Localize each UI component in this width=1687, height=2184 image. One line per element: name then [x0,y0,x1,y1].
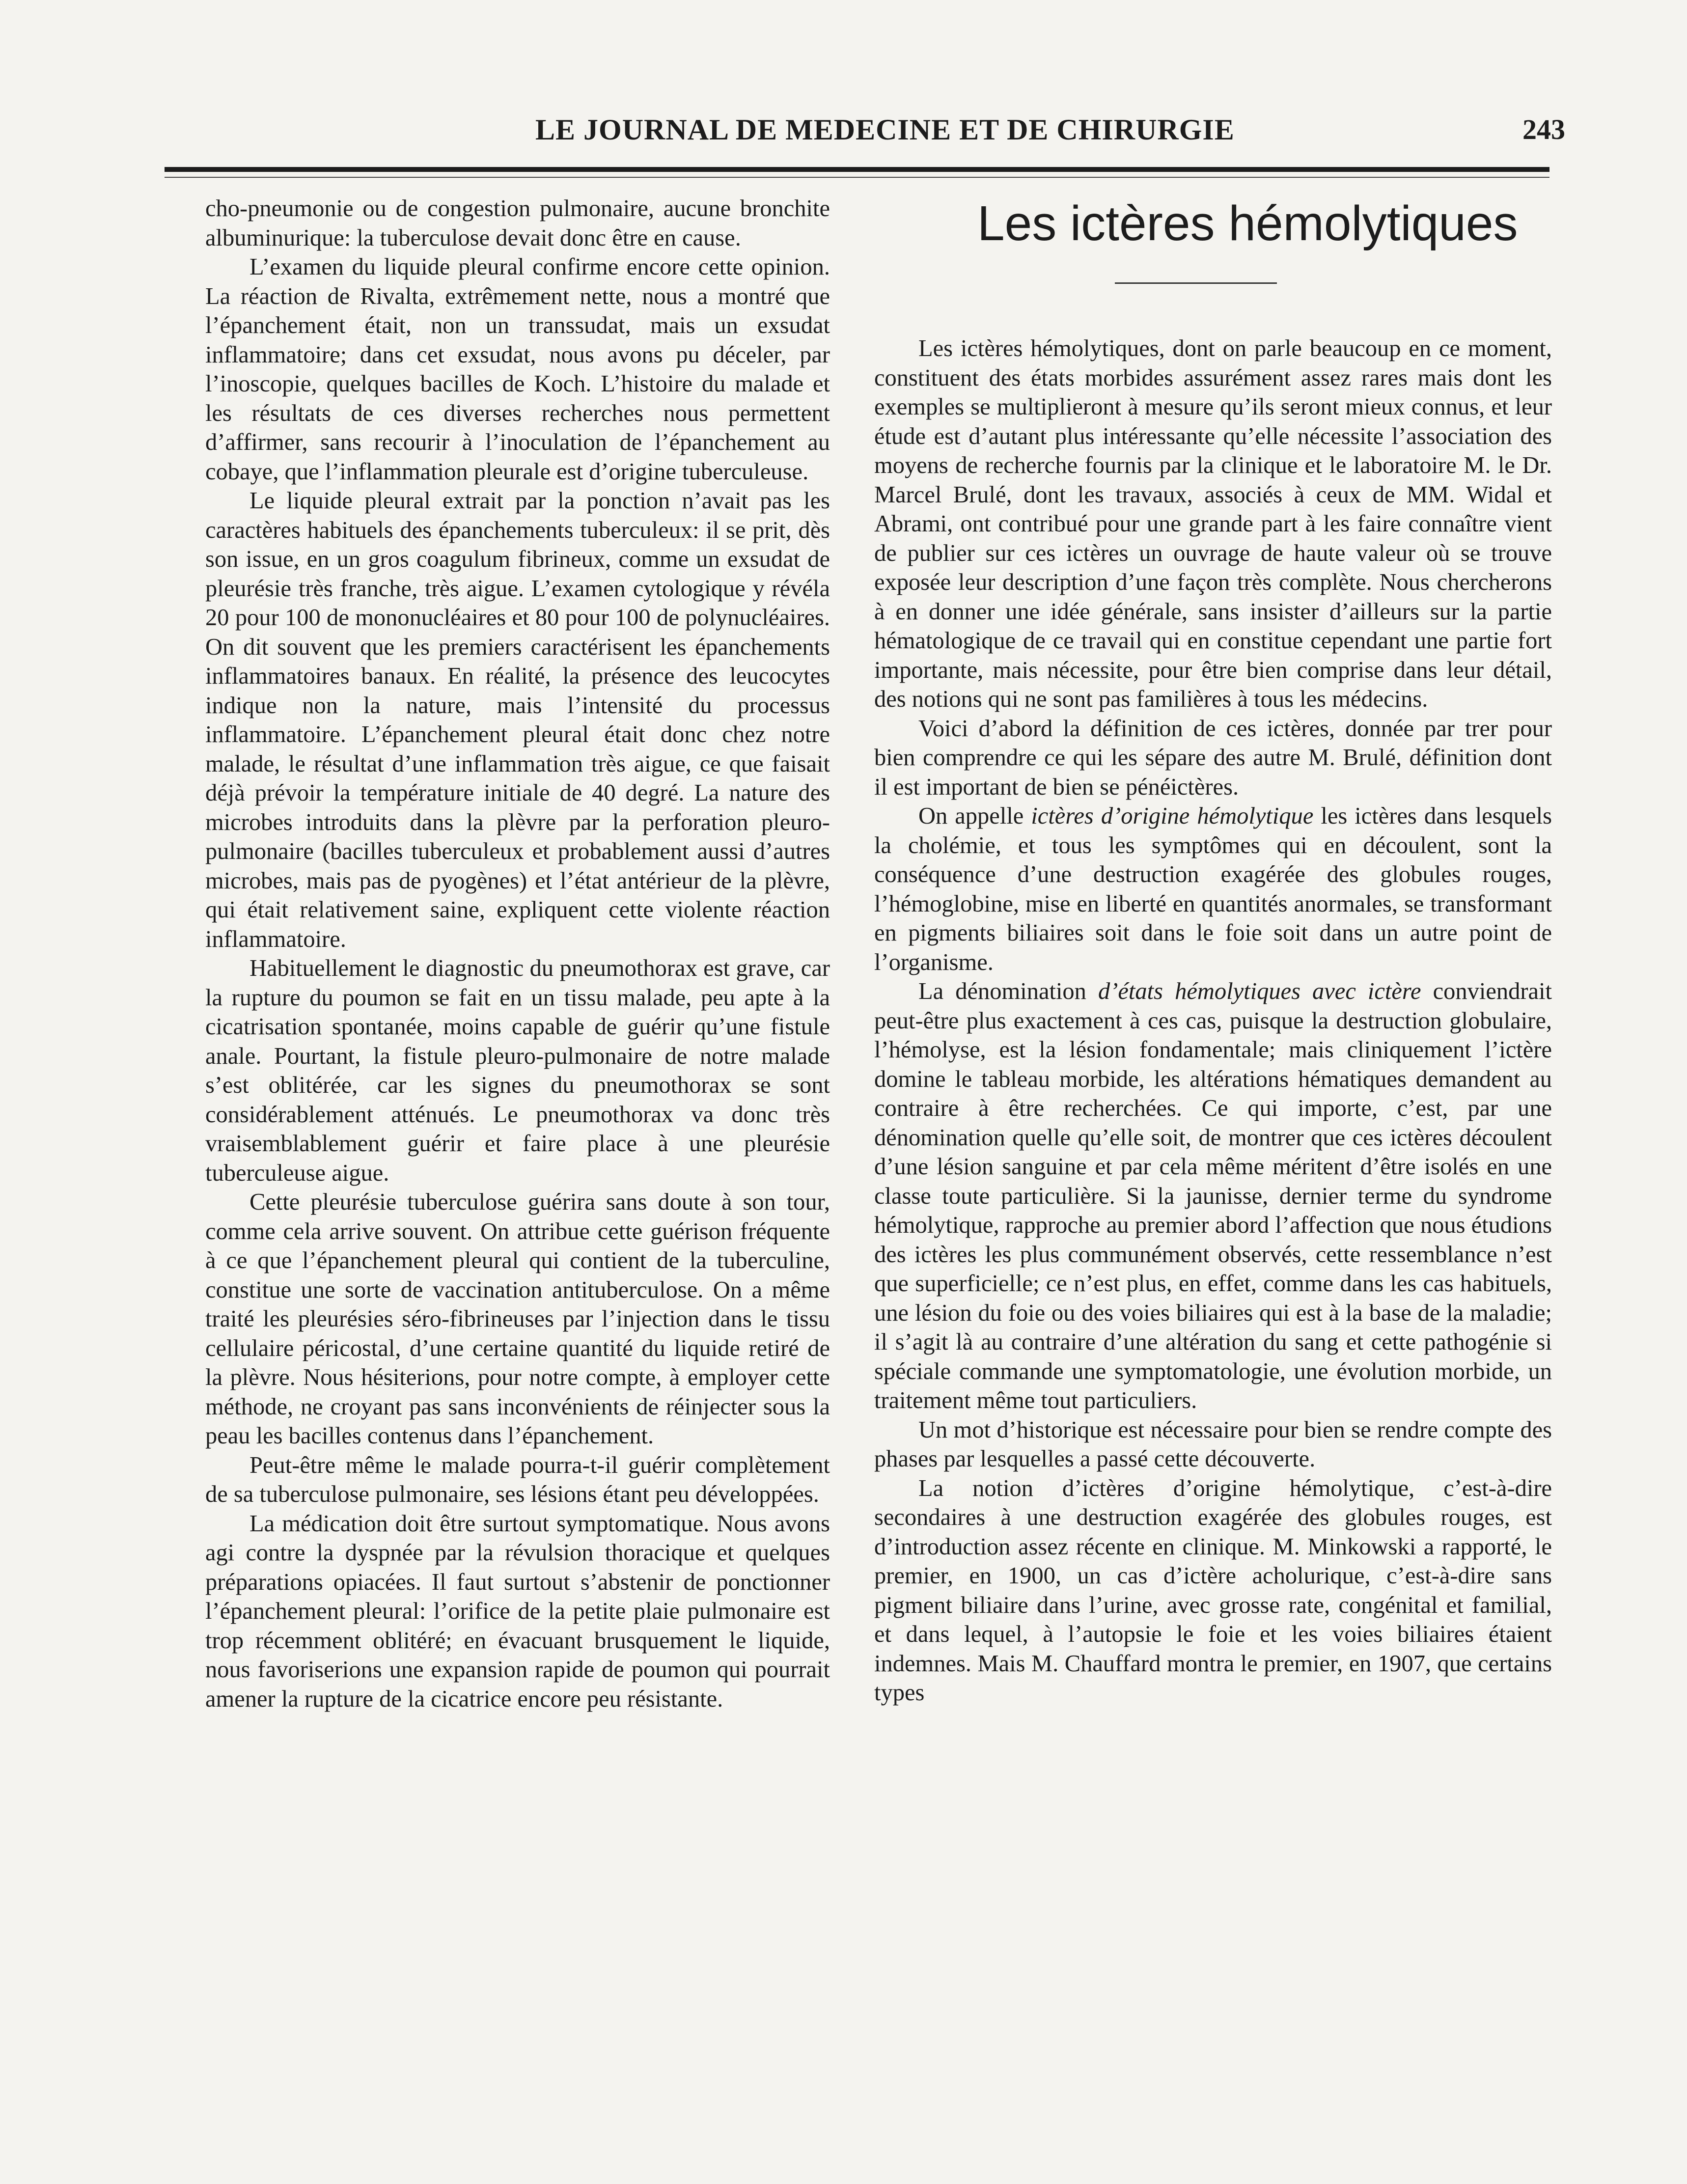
paragraph: La médication doit être surtout symptomatique. Nous avons agi contre la dyspnée par la révulsion thoracique et quelques préparations opiacées. Il faut surtout s’abstenir de ponctionner l’épanchement pleural: l’orifice de la petite plaie pulmonaire est trop récemment oblitéré; en évacuant brusquement le liquide, nous favoriserions une expansion rapide de poumon qui pourrait amener la rupture de la cicatrice encore peu résistante. [205,1510,830,1712]
paragraph: Cette pleurésie tuberculose guérira sans doute à son tour, comme cela arrive souvent. On attribue cette guérison fréquente à ce que l’épanchement pleural qui contient de la tuberculine, constitue une sorte de vaccination antituberculose. On a même traité les pleurésies séro-fibrineuses par l’injection dans le tissu cellulaire péricostal, d’une certaine quantité du liquide retiré de la plèvre. Nous hésiterions, pour notre compte, à employer cette méthode, ne croyant pas sans inconvénients de réinjecter sous la peau les bacilles contenus dans l’épanchement. [205,1189,830,1449]
paragraph: Habituellement le diagnostic du pneumothorax est grave, car la rupture du poumon se fait en un tissu malade, peu apte à la cicatrisation spontanée, moins capable de guérir qu’une fistule anale. Pourtant, la fistule pleuro-pulmonaire de notre malade s’est oblitérée, car les signes du pneumothorax se sont considérablement atténués. Le pneumothorax va donc très vraisemblablement guérir et faire place à une pleurésie tuberculeuse aigue. [205,955,830,1186]
paragraph: cho-pneumonie ou de congestion pulmonaire, aucune bronchite albuminurique: la tuberculose devait donc être en cause. [205,195,830,251]
right-column [874,334,1552,1708]
italic-term: ictères d’origine hémolytique [1031,803,1314,829]
text-run: On appelle [918,803,1031,829]
text-run: La dénomination [918,978,1098,1004]
italic-term: d’états hémolytiques avec ictère [1098,978,1421,1004]
paragraph: Voici d’abord la définition de ces ictères, donnée par trer pour bien comprendre ce qui les sépare des autre M. Brulé, définition dont il est important de bien se pénéictères. [874,715,1552,800]
paragraph: La notion d’ictères d’origine hémolytique, c’est-à-dire secondaires à une destruction exagérée des globules rouges, est d’introduction assez récente en clinique. M. Minkowski a rapporté, le premier, en 1900, un cas d’ictère acholurique, c’est-à-dire sans pigment biliaire dans l’urine, avec grosse rate, congénital et familial, et dans lequel, à l’autopsie le foie et les voies biliaires étaient indemnes. Mais M. Chauffard montra le premier, en 1907, que certains types [874,1475,1552,1706]
article-title: Les ictères hémolytiques [977,196,1518,251]
paragraph: Le liquide pleural extrait par la ponction n’avait pas les caractères habituels des épanchements tuberculeux: il se prit, dès son issue, en un gros coagulum fibrineux, comme un exsudat de pleurésie très franche, très aigue. L’examen cytologique y révéla 20 pour 100 de mononucléaires et 80 pour 100 de polynucléaires. On dit souvent que les premiers caractérisent les épanchements inflammatoires banaux. En réalité, la présence des leucocytes indique non la nature, mais l’intensité du processus inflammatoire. L’épanchement pleural était donc chez notre malade, le résultat d’une inflammation très aigue, ce que faisait déjà prévoir la température initiale de 40 degré. La nature des microbes introduits dans la plèvre par la perforation pleuro-pulmonaire (bacilles tuberculeux et probablement aussi d’autres microbes, mais pas de pyogènes) et l’état antérieur de la plèvre, qui était relativement saine, expliquent cette violente réaction inflammatoire. [205,488,830,952]
paragraph: Peut-être même le malade pourra-t-il guérir complètement de sa tuberculose pulmonaire, ses lésions étant peu développées. [205,1452,830,1507]
left-column [205,194,830,1714]
header-rule [165,167,1549,172]
page-number: 243 [1522,113,1565,145]
text-run: les ictères dans lesquels la cholémie, et tous les symptômes qui en découlent, sont la conséquence d’une destruction exagérée des globules rouges, l’hémoglobine, mise en liberté en quantités anormales, se transformant en pigments biliaires soit dans le foie soit dans un autre point de l’organisme. [874,803,1552,975]
text-run: conviendrait peut-être plus exactement à ces cas, puisque la destruction globulaire, l’hémolyse, est la lésion fondamentale; mais cliniquement l’ictère domine le tableau morbide, les altérations hématiques demandent au contraire à être recherchées. Ce qui importe, c’est, par une dénomination quelle qu’elle soit, de montrer que ces ictères découlent d’une lésion sanguine et par cela même méritent d’être isolés en une classe toute particulière. Si la jaunisse, dernier terme du syndrome hémolytique, rapproche au premier abord l’affection que nous étudions des ictères les plus communément observés, cette ressemblance n’est que superficielle; ce n’est plus, en effet, comme dans les cas habituels, une lésion du foie ou des voies biliaires qui est à la base de la maladie; il s’agit là au contraire d’une altération du sang et cette pathogénie si spéciale commande une symptomatologie, une évolution morbide, un traitement même tout particuliers. [874,978,1552,1413]
paragraph [874,977,1552,1415]
paragraph: Les ictères hémolytiques, dont on parle beaucoup en ce moment, constituent des états morbides assurément assez rares mais dont les exemples se multiplieront à mesure qu’ils seront mieux connus, et leur étude est d’autant plus intéressante qu’elle nécessite l’association des moyens de recherche fournis par la clinique et le laboratoire M. le Dr. Marcel Brulé, dont les travaux, associés à ceux de MM. Widal et Abrami, ont contribué pour une grande part à les faire connaître vient de publier sur ces ictères un ouvrage de haute valeur où se trouve exposée leur description d’une façon très complète. Nous chercherons à en donner une idée générale, sans insister d’ailleurs sur la partie hématologique de ce travail qui en constitue cependant une partie fort importante, mais nécessite, pour être bien comprise dans leur détail, des notions qui ne sont pas familières à tous les médecins. [874,335,1552,712]
paragraph: Un mot d’historique est nécessaire pour bien se rendre compte des phases par lesquelles a passé cette découverte. [874,1416,1552,1472]
title-divider [1115,282,1277,284]
paragraph: L’examen du liquide pleural confirme encore cette opinion. La réaction de Rivalta, extrêmement nette, nous a montré que l’épanchement était, non un transsudat, mais un exsudat inflammatoire; dans cet exsudat, nous avons pu déceler, par l’inoscopie, quelques bacilles de Koch. L’histoire du malade et les résultats de ces diverses recherches nous permettent d’affirmer, sans recourir à l’inoculation de l’épanchement au cobaye, que l’inflammation pleurale est d’origine tuberculeuse. [205,254,830,485]
paragraph [874,802,1552,977]
journal-title: LE JOURNAL DE MEDECINE ET DE CHIRURGIE [535,113,1235,146]
header-rule-thin [165,177,1549,178]
